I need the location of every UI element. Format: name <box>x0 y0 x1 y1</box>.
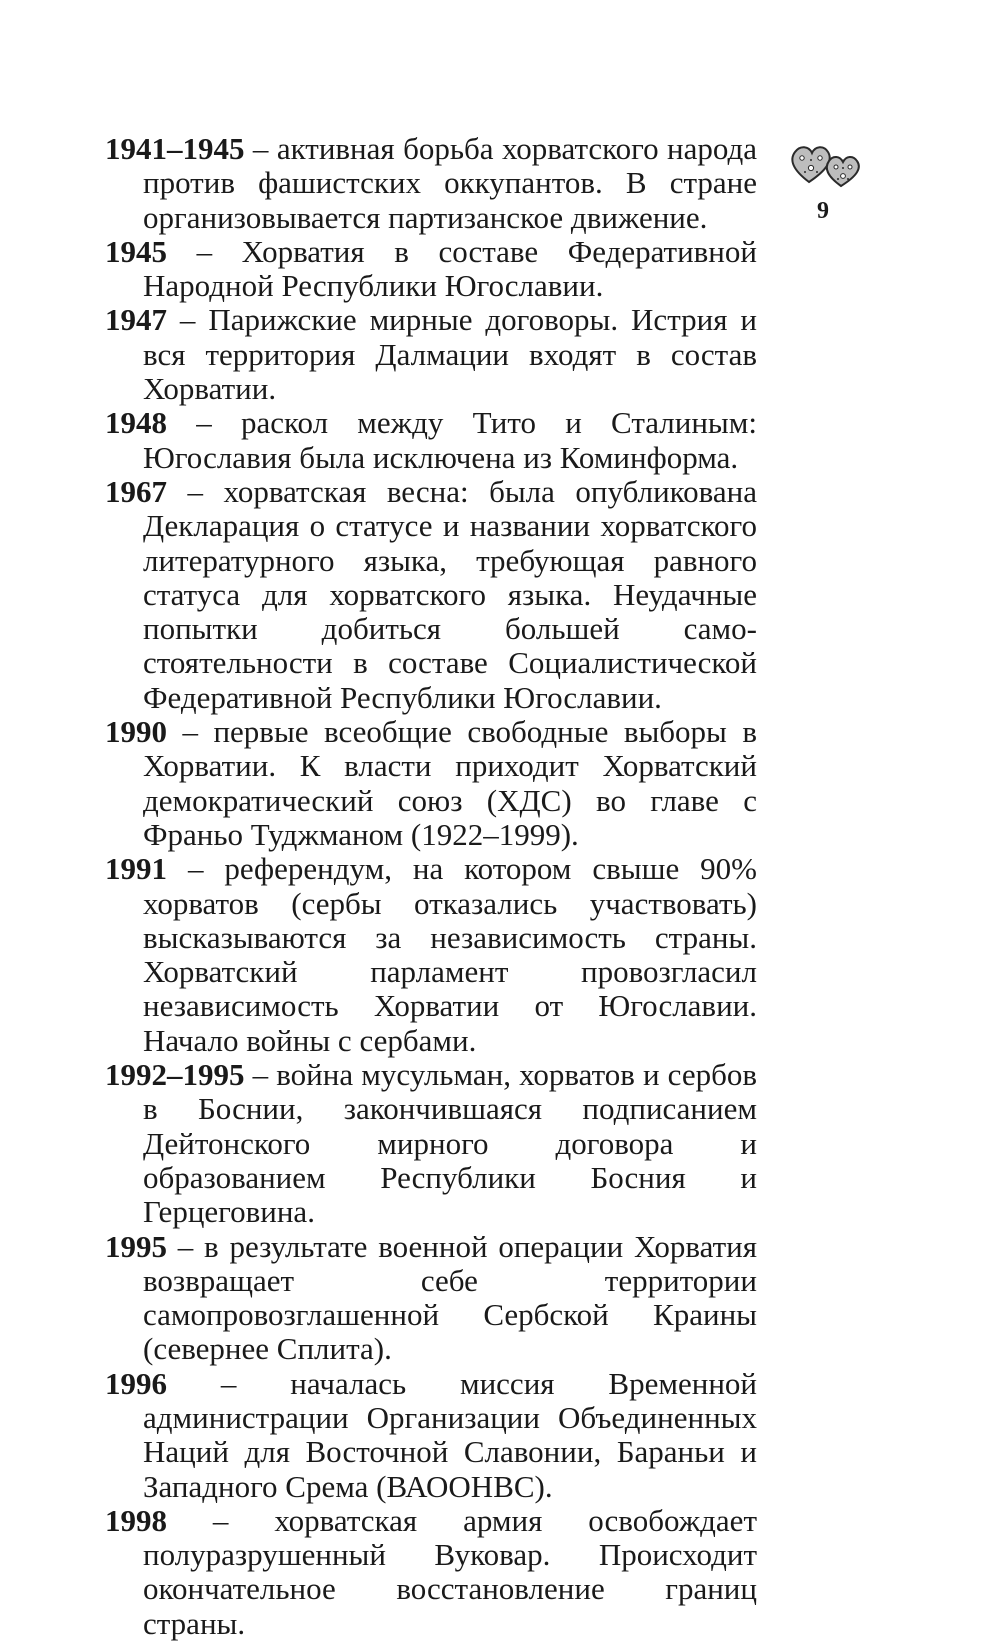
entry-text: – хорватская армия освобождает полуразрушенный Вуковар. Происходит окончательное восстановление границ страны. <box>143 1502 757 1641</box>
chronology-entry <box>105 235 757 304</box>
chronology-entry <box>105 475 757 715</box>
entry-year: 1947 <box>105 302 167 338</box>
chronology-entry <box>105 1504 757 1641</box>
chronology-entry <box>105 715 757 852</box>
entry-year: 1996 <box>105 1365 167 1401</box>
entry-year: 1992–1995 <box>105 1057 245 1093</box>
chronology-entry <box>105 1367 757 1504</box>
entry-text: – первые всеобщие свободные выборы в Хорватии. К власти приходит Хорватский демократический союз (ХДС) во главе с Франьо Туджманом (1922–1999). <box>143 714 757 852</box>
entry-year: 1948 <box>105 405 167 441</box>
chronology-entry <box>105 852 757 1058</box>
chronology-entry <box>105 1230 757 1367</box>
entry-text: – раскол между Тито и Сталиным: Югославия была исключена из Коминформа. <box>143 405 757 475</box>
entry-text: – референдум, на котором свыше 90% хорватов (сербы отказались участвовать) высказываются за независимость страны. Хорватский парламент провозгласил независимость Хорватии от Югославии. Начало войны с сербами. <box>143 851 757 1058</box>
entry-year: 1995 <box>105 1228 167 1264</box>
entry-text: – в результате военной операции Хорватия возвращает себе территории самопровозглашенной Сербской Краины (севернее Сплита). <box>143 1228 757 1367</box>
entry-text: – Парижские мирные договоры. Истрия и вся территория Далмации входят в состав Хорватии. <box>143 302 757 407</box>
entry-year: 1998 <box>105 1502 167 1538</box>
chronology-entry <box>105 303 757 406</box>
entry-text: – началась миссия Временной администрации Организации Объединенных Наций для Восточной Славонии, Бараньи и Западного Срема (ВАООНВС). <box>143 1365 757 1504</box>
double-heart-icon <box>787 138 863 190</box>
page-number: 9 <box>817 198 829 224</box>
entry-year: 1991 <box>105 851 167 887</box>
entry-year: 1967 <box>105 473 167 509</box>
entry-text: – война мусульман, хорватов и сербов в Боснии, закончившаяся подписанием Дейтонского мирного договора и образованием Республики Босния и Герцеговина. <box>143 1057 757 1230</box>
entry-text: – хорватская весна: была опубликована Декларация о статусе и названии хорватского литературного языка, требующая равного статуса для хорватского языка. Неудачные попытки добиться большей самостоятельности в составе Социалистической Федеративной Республики Югославии. <box>143 473 757 715</box>
chronology-entry <box>105 406 757 475</box>
entry-year: 1990 <box>105 714 167 750</box>
chronology-list <box>105 132 757 1641</box>
chronology-entry <box>105 132 757 235</box>
entry-year: 1945 <box>105 233 167 269</box>
entry-text: – активная борьба хорватского народа против фашистских оккупантов. В стране организовывается партизанское движение. <box>143 131 757 235</box>
entry-year: 1941–1945 <box>105 131 245 166</box>
entry-text: – Хорватия в составе Федеративной Народной Республики Югославии. <box>143 233 757 304</box>
chronology-entry <box>105 1058 757 1229</box>
